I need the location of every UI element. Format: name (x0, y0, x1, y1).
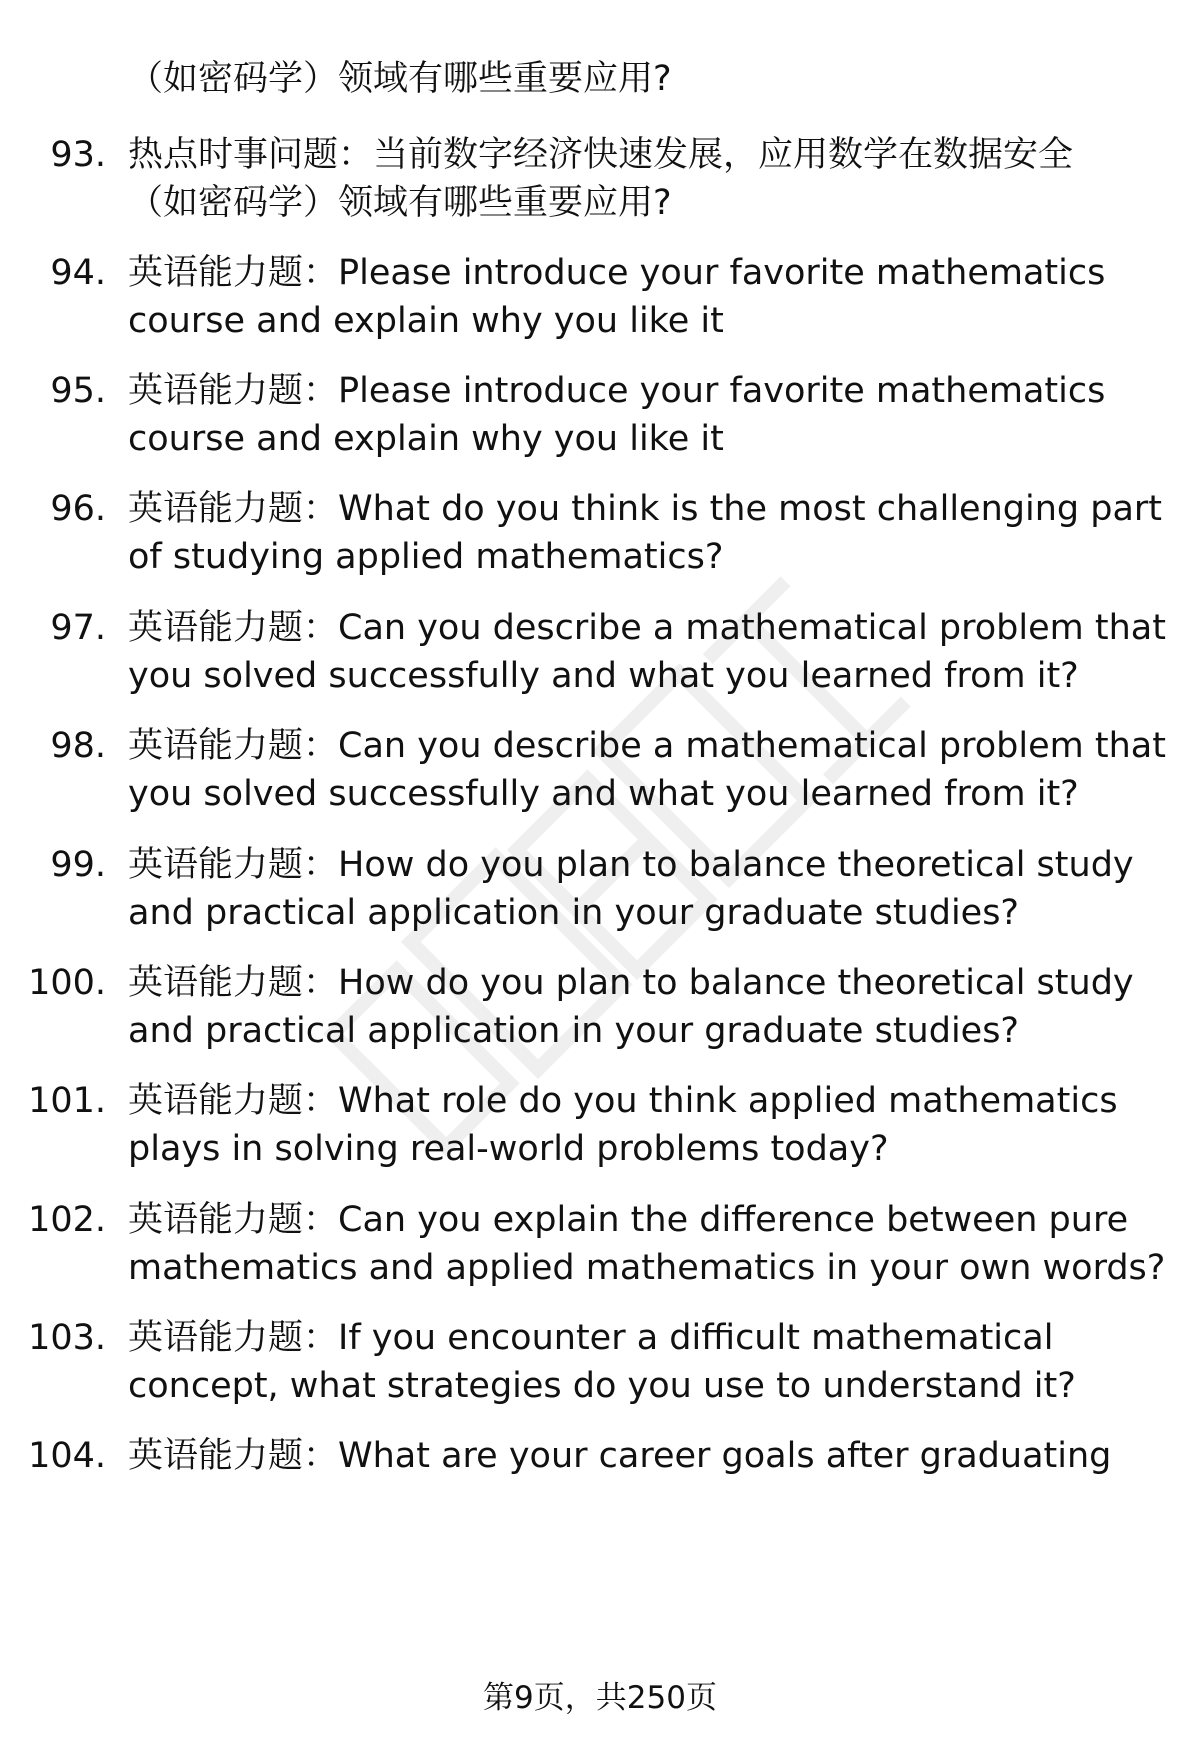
item-text-line1: 英语能力题：Please introduce your favorite mathematics (128, 371, 1106, 411)
item-text-line1: 英语能力题：What are your career goals after graduating (128, 1436, 1112, 1476)
item-number: 94. (50, 253, 106, 293)
item-number: 104. (28, 1436, 106, 1476)
item-text-line2: course and explain why you like it (128, 419, 724, 459)
item-text-line2: mathematics and applied mathematics in your own words? (128, 1248, 1166, 1288)
item-text-line2: you solved successfully and what you learned from it? (128, 656, 1079, 696)
item-text-line1: 英语能力题：How do you plan to balance theoretical study (128, 845, 1134, 885)
item-number: 103. (28, 1318, 106, 1358)
page-footer: 第9页，共250页 (483, 1680, 717, 1716)
item-number: 96. (50, 489, 106, 529)
item-text-line2: concept, what strategies do you use to understand it? (128, 1366, 1076, 1406)
item-number: 95. (50, 371, 106, 411)
item-text-line2: and practical application in your graduate studies? (128, 893, 1020, 933)
item-text-line1: 英语能力题：What do you think is the most challenging part (128, 489, 1163, 529)
item-text-line2: course and explain why you like it (128, 301, 724, 341)
item-text-line1: 英语能力题：If you encounter a difficult mathematical (128, 1318, 1054, 1358)
item-number: 101. (28, 1081, 106, 1121)
item-number: 97. (50, 608, 106, 648)
item-number: 98. (50, 726, 106, 766)
item-number: 100. (28, 963, 106, 1003)
item-text-line2: you solved successfully and what you learned from it? (128, 774, 1079, 814)
item-number: 99. (50, 845, 106, 885)
item-text-line1: 英语能力题：Can you describe a mathematical problem that (128, 608, 1166, 648)
item-text-line1: 英语能力题：What role do you think applied mathematics (128, 1081, 1118, 1121)
item-text-line2: and practical application in your graduate studies? (128, 1011, 1020, 1051)
item-text-line1: 热点时事问题：当前数字经济快速发展，应用数学在数据安全 (128, 135, 1074, 175)
item-text-line1: 英语能力题：How do you plan to balance theoretical study (128, 963, 1134, 1003)
item-number: 102. (28, 1200, 106, 1240)
item-text-line1: 英语能力题：Please introduce your favorite mathematics (128, 253, 1106, 293)
item-text-line1: 英语能力题：Can you describe a mathematical problem that (128, 726, 1166, 766)
item-text-line2: of studying applied mathematics? (128, 537, 724, 577)
item-number: 93. (50, 135, 106, 175)
item-text-line2: plays in solving real-world problems today? (128, 1129, 889, 1169)
item-text-line1: 英语能力题：Can you explain the difference between pure (128, 1200, 1129, 1240)
continuation-line: （如密码学）领域有哪些重要应用? (128, 59, 672, 99)
item-text-line2: （如密码学）领域有哪些重要应用? (128, 183, 672, 223)
